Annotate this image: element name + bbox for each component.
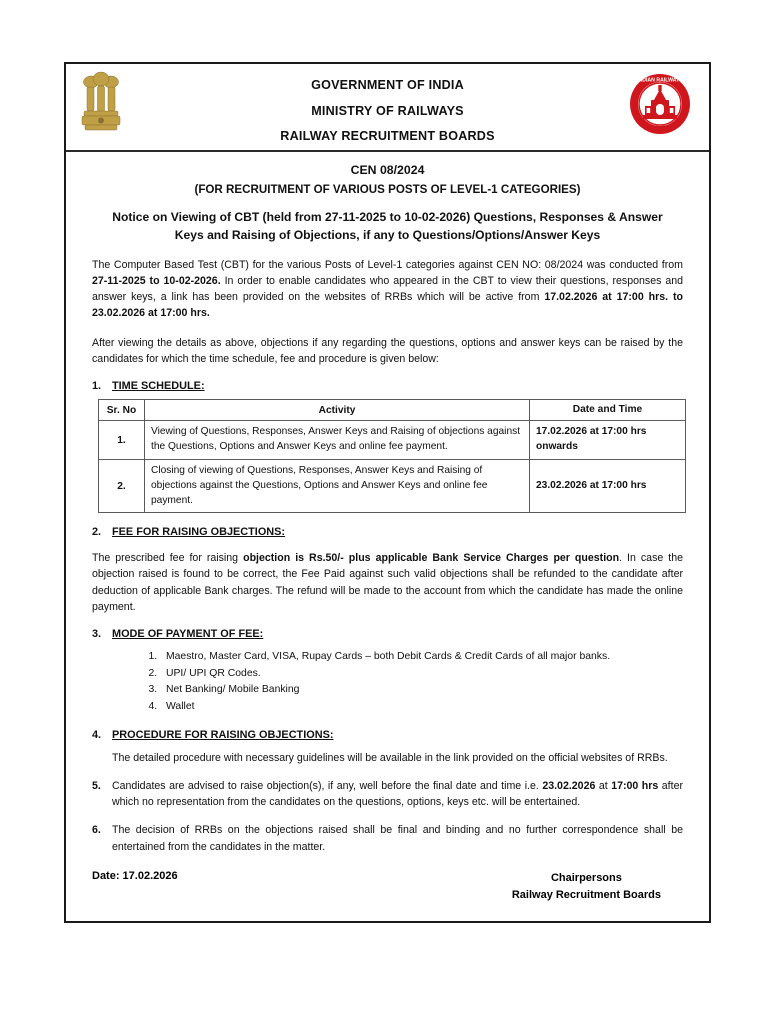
intro-p1-a: The Computer Based Test (CBT) for the various Posts of Level-1 categories against CEN NO: 08/2024 was conducted from bbox=[92, 259, 683, 272]
indian-railways-logo-icon bbox=[629, 73, 691, 135]
section-1-title: TIME SCHEDULE: bbox=[112, 379, 205, 392]
section-3-title: MODE OF PAYMENT OF FEE: bbox=[112, 627, 264, 640]
item-5-number: 5. bbox=[92, 780, 101, 793]
intro-paragraph-2: After viewing the details as above, objections if any regarding the questions, options and answer keys can be raised by the candidates for which the time schedule, fee and procedure is given below: bbox=[92, 336, 683, 365]
cen-number: CEN 08/2024 bbox=[350, 163, 425, 177]
cell-datetime-2: 23.02.2026 at 17:00 hrs bbox=[530, 460, 686, 513]
item-5-e: after which no representation from the candidates on the questions, options, keys etc. will be entertained. bbox=[112, 780, 683, 809]
procedure-paragraph: The detailed procedure with necessary guidelines will be available in the link provided on the official websites of RRBs. bbox=[112, 752, 668, 765]
section-4-heading bbox=[92, 729, 683, 741]
intro-p1-dates: 27-11-2025 to 10-02-2026. bbox=[92, 275, 221, 288]
signature-designation: Chairpersons bbox=[550, 872, 622, 884]
notice-sheet bbox=[64, 62, 711, 923]
cen-title-block bbox=[92, 164, 683, 196]
header-line-rrb: RAILWAY RECRUITMENT BOARDS bbox=[280, 129, 495, 144]
section-1-number: 1. bbox=[92, 379, 102, 392]
notice-title-line2: Keys and Raising of Objections, if any to Questions/Options/Answer Keys bbox=[174, 227, 601, 242]
signature-organisation: Railway Recruitment Boards bbox=[511, 888, 661, 901]
fee-amount: objection is Rs.50/- plus applicable Bank Service Charges per question bbox=[243, 552, 620, 565]
item-6-number: 6. bbox=[92, 824, 101, 837]
cen-subtitle: (FOR RECRUITMENT OF VARIOUS POSTS OF LEVEL-1 CATEGORIES) bbox=[194, 182, 581, 196]
numbered-item-6 bbox=[92, 822, 683, 854]
item-5-date: 23.02.2026 bbox=[542, 780, 596, 793]
document-footer bbox=[92, 870, 683, 903]
intro-p1-c: In order to enable candidates who appeared in the CBT to view their questions, responses and answer keys, a link has been provided on the websites of RRBs which will be active from bbox=[92, 275, 684, 304]
th-date-time: Date and Time bbox=[530, 399, 686, 421]
item-5-a: Candidates are advised to raise objection(s), if any, well before the final date and time i.e. bbox=[112, 780, 543, 793]
header-line-government: GOVERNMENT OF INDIA bbox=[311, 78, 464, 92]
cell-activity-1: Viewing of Questions, Responses, Answer Keys and Raising of objections against the Questions, Options and Answer Keys and online fee payment. bbox=[145, 421, 530, 460]
table-row bbox=[99, 460, 686, 513]
header-title-block bbox=[66, 79, 709, 143]
fee-paragraph bbox=[92, 550, 683, 614]
fee-text-a: The prescribed fee for raising bbox=[92, 552, 244, 565]
item-5-text bbox=[112, 778, 683, 810]
header-line-ministry: MINISTRY OF RAILWAYS bbox=[311, 103, 464, 118]
intro-p1-window: 17.02.2026 at 17:00 hrs. to 23.02.2026 at 17:00 hrs. bbox=[92, 291, 683, 320]
footer-date: Date: 17.02.2026 bbox=[92, 870, 178, 882]
list-item: 2. UPI/ UPI QR Codes. bbox=[160, 666, 683, 683]
th-sr-no: Sr. No bbox=[99, 399, 145, 421]
section-4-title: PROCEDURE FOR RAISING OBJECTIONS: bbox=[112, 729, 334, 742]
payment-modes-list bbox=[92, 649, 683, 716]
item-6-text: The decision of RRBs on the objections raised shall be final and binding and no further correspondence shall be entertained from the candidates in the matter. bbox=[112, 824, 683, 853]
section-3-number: 3. bbox=[92, 627, 102, 640]
time-schedule-table bbox=[98, 399, 686, 514]
footer-signature bbox=[512, 870, 683, 903]
document-header bbox=[66, 64, 709, 152]
section-2-number: 2. bbox=[92, 526, 102, 539]
section-2-title: FEE FOR RAISING OBJECTIONS: bbox=[112, 526, 286, 539]
fee-text-c: . In case the objection raised is found to be correct, the Fee Paid against such valid objections shall be refunded to the candidate after deduction of applicable Bank charges. The refund will be made to the account from which the candidate has made the online payment. bbox=[92, 552, 684, 613]
numbered-item-5 bbox=[92, 778, 683, 810]
list-item: 1. Maestro, Master Card, VISA, Rupay Cards – both Debit Cards & Credit Cards of all major banks. bbox=[160, 649, 683, 666]
table-header-row bbox=[99, 399, 686, 421]
item-5-time: 17:00 hrs bbox=[611, 780, 659, 793]
cell-activity-2: Closing of viewing of Questions, Responses, Answer Keys and Raising of objections against the Questions, Options and Answer Keys and online fee payment. bbox=[145, 460, 530, 513]
section-2-heading bbox=[92, 526, 683, 538]
section-4-number: 4. bbox=[92, 729, 102, 742]
notice-title-line1: Notice on Viewing of CBT (held from 27-11-2025 to 10-02-2026) Questions, Responses & Answer bbox=[112, 210, 663, 225]
cell-sr-1: 1. bbox=[99, 421, 145, 460]
svg-text:INDIAN RAILWAYS: INDIAN RAILWAYS bbox=[637, 77, 683, 84]
item-5-c: at bbox=[595, 780, 612, 793]
list-item: 4. Wallet bbox=[160, 699, 683, 716]
table-row bbox=[99, 421, 686, 460]
document-body bbox=[66, 152, 709, 855]
notice-title bbox=[92, 209, 683, 244]
th-activity: Activity bbox=[145, 399, 530, 421]
cell-sr-2: 2. bbox=[99, 460, 145, 513]
list-item: 3. Net Banking/ Mobile Banking bbox=[160, 682, 683, 699]
section-1-heading bbox=[92, 380, 683, 392]
intro-paragraph-1 bbox=[92, 257, 683, 321]
cell-datetime-1: 17.02.2026 at 17:00 hrs onwards bbox=[530, 421, 686, 460]
section-3-heading bbox=[92, 628, 683, 640]
